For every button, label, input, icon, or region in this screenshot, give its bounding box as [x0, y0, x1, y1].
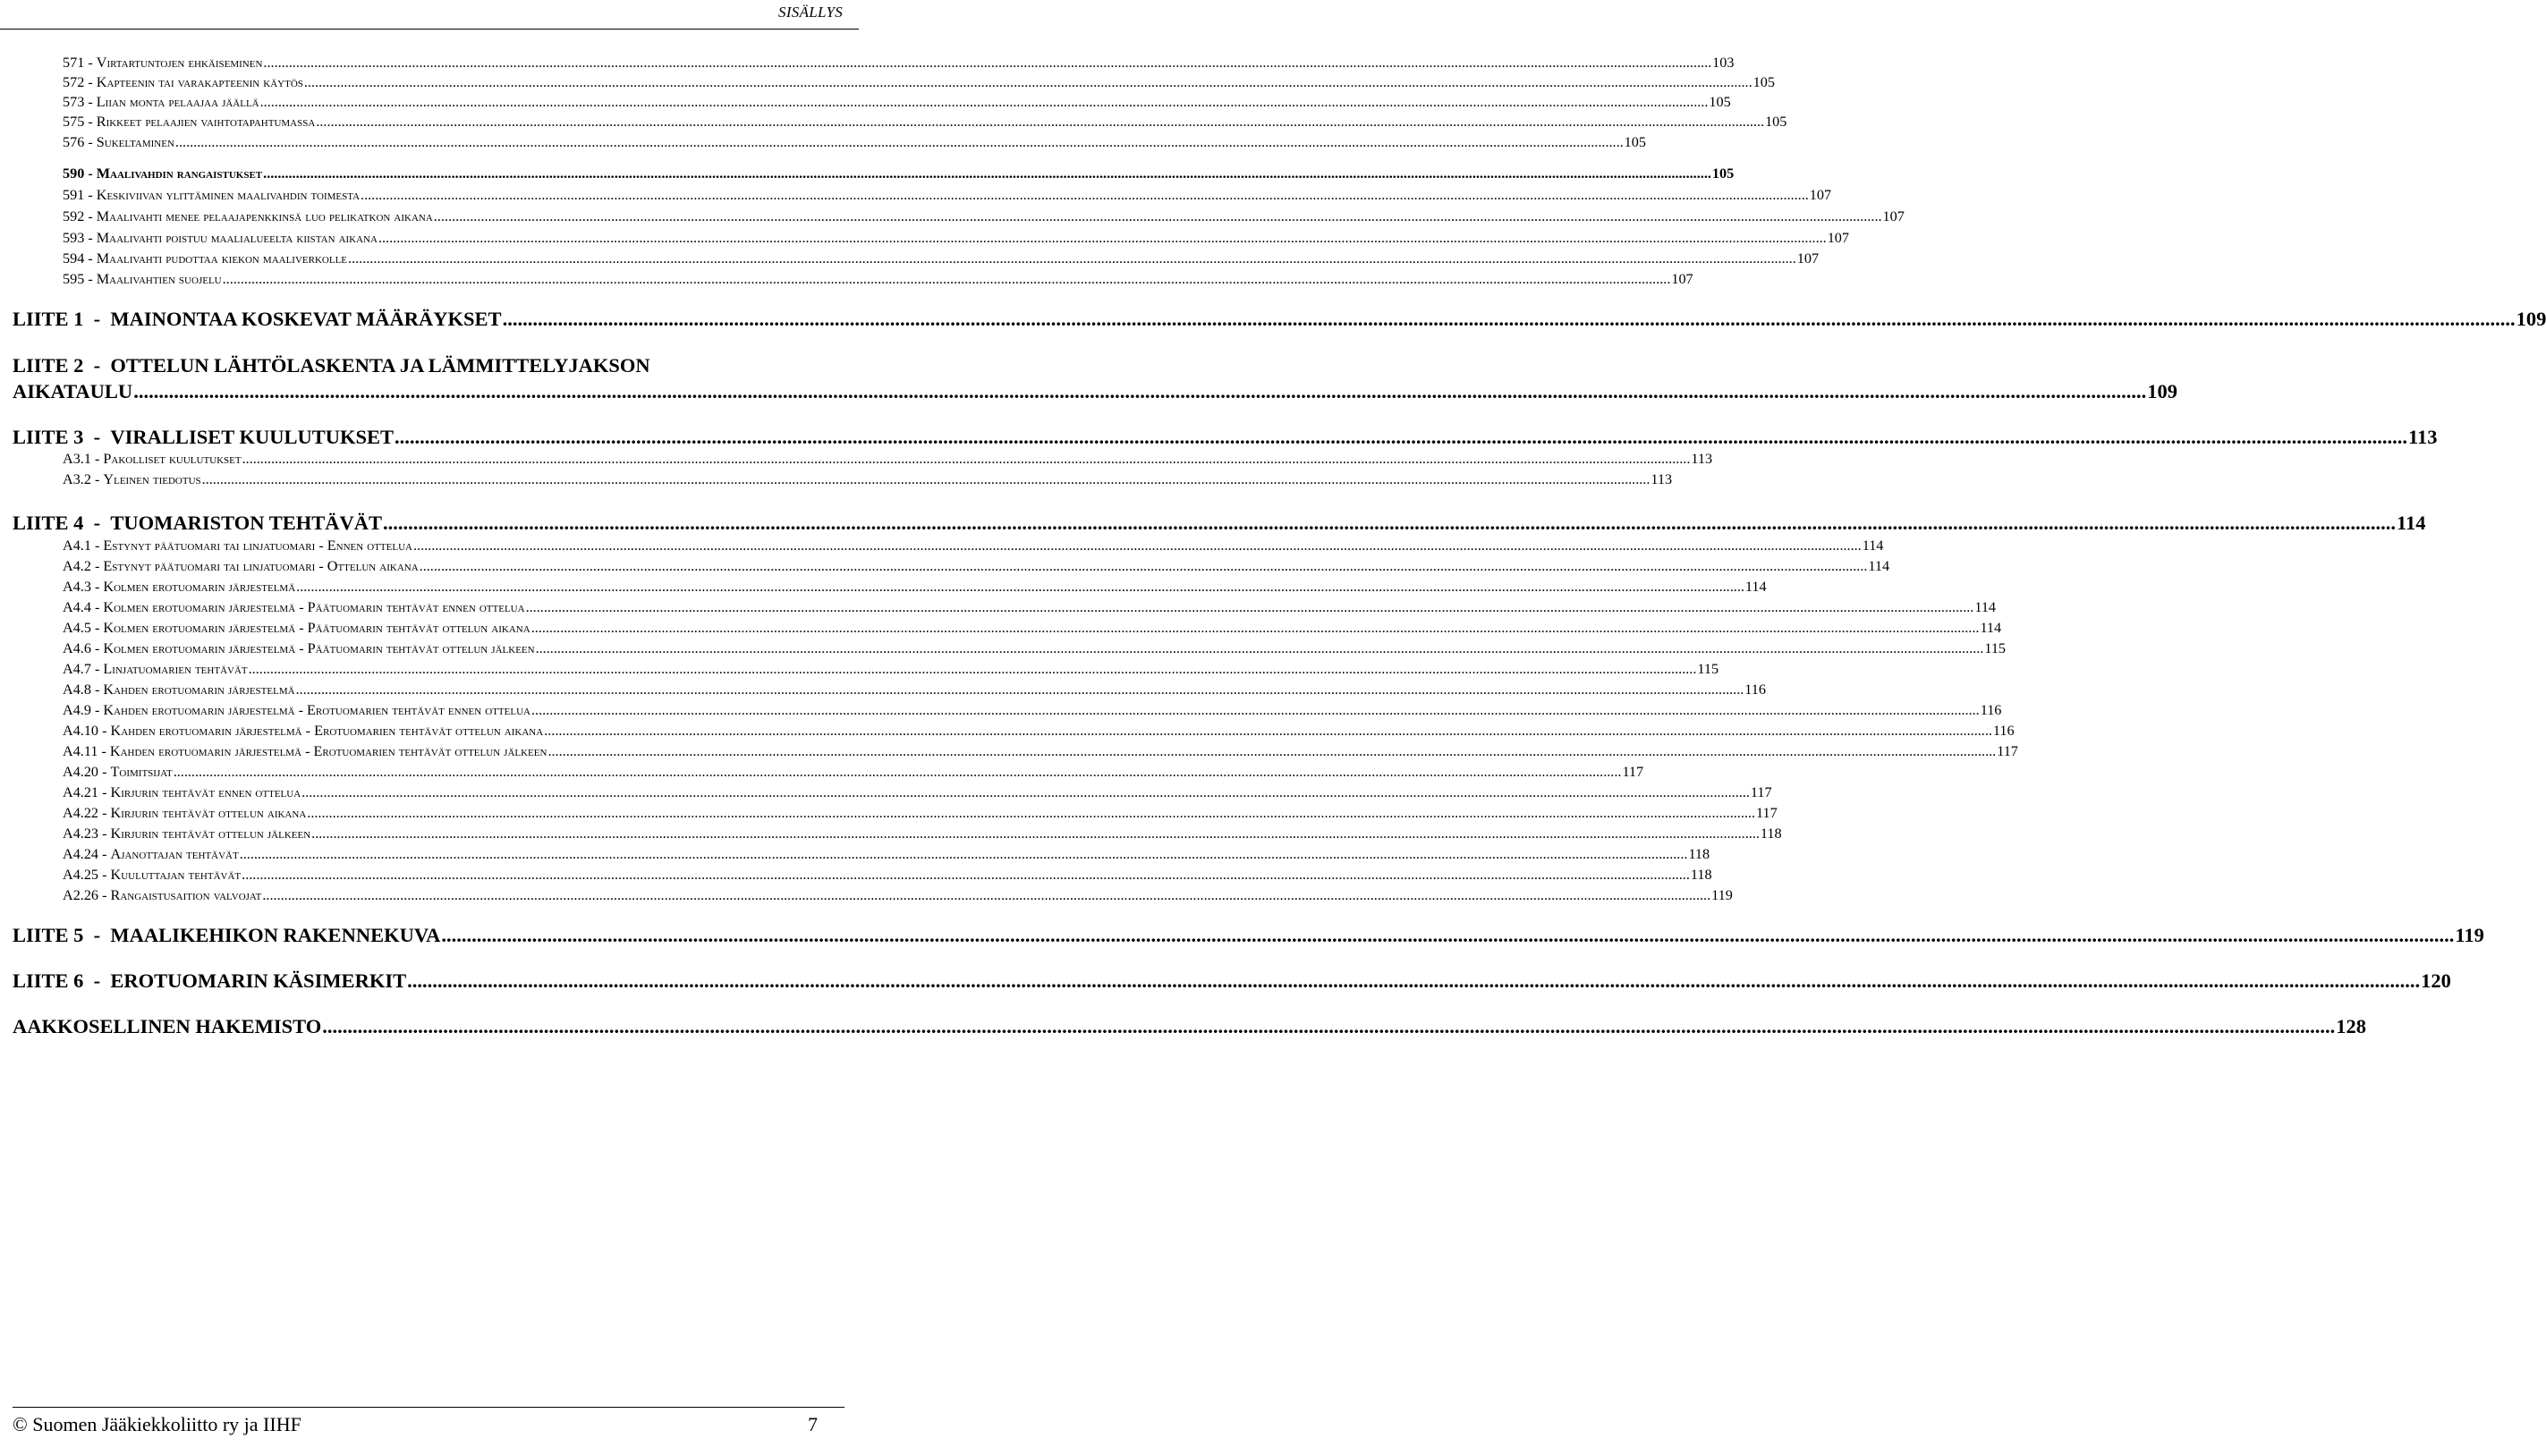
toc-entry-number: A3.2	[63, 471, 91, 487]
dot-leader: ................................................................................................................................................................................................................................................................................................................................................................................................................	[263, 165, 1711, 182]
toc-entry-number: LIITE 6	[13, 969, 84, 992]
toc-entry-page: 113	[1651, 471, 1673, 487]
dot-leader: ................................................................................................................................................................................................................................................................................................................................................................................................................	[296, 579, 1744, 595]
toc-entry-label	[63, 641, 535, 656]
toc-entry-title: Kirjurin tehtävät ennen ottelua	[110, 784, 301, 800]
toc-entry-title-continued: AIKATAULU	[13, 380, 133, 402]
toc-entry-title: Maalivahti pudottaa kiekon maaliverkolle	[96, 250, 348, 267]
toc-separator: -	[84, 187, 97, 203]
toc-entry[interactable]	[63, 743, 2018, 759]
toc-entry-page: 115	[1697, 661, 1719, 677]
toc-entry-label	[63, 251, 347, 266]
toc-entry[interactable]	[13, 512, 2426, 534]
toc-entry-page: 107	[1882, 208, 1905, 224]
toc-separator: -	[90, 681, 104, 698]
toc-entry-page: 115	[1984, 640, 2007, 656]
toc-entry-label	[63, 231, 378, 245]
toc-entry-page: 119	[1711, 887, 1733, 903]
toc-entry-number: 590	[63, 165, 85, 182]
dot-leader: ................................................................................................................................................................................................................................................................................................................................................................................................................	[173, 764, 1622, 780]
toc-entry-label	[63, 580, 295, 594]
toc-entry-page: 117	[1750, 784, 1772, 800]
toc-separator: -	[84, 208, 97, 224]
toc-separator: -	[83, 924, 111, 946]
toc-entry-number: LIITE 2	[13, 354, 84, 377]
toc-entry-label	[63, 472, 201, 487]
toc-entry-number: LIITE 3	[13, 426, 84, 448]
dot-leader: ................................................................................................................................................................................................................................................................................................................................................................................................................	[295, 681, 1744, 698]
toc-separator: -	[90, 620, 104, 636]
toc-entry[interactable]	[63, 55, 1735, 71]
dot-leader: ................................................................................................................................................................................................................................................................................................................................................................................................................	[348, 250, 1796, 267]
toc-entry-page: 128	[2336, 1015, 2367, 1037]
toc-entry-page: 105	[1752, 74, 1775, 90]
toc-entry-number: A2.26	[63, 887, 99, 903]
toc-entry[interactable]	[13, 308, 2546, 330]
toc-entry-label	[63, 785, 301, 800]
toc-entry-page: 107	[1796, 250, 1820, 267]
toc-entry-label	[63, 847, 239, 861]
toc-separator: -	[90, 538, 104, 554]
toc-separator: -	[90, 451, 104, 467]
toc-entry[interactable]	[63, 74, 1775, 90]
toc-entry[interactable]	[63, 94, 1731, 110]
toc-entry[interactable]	[63, 271, 1693, 287]
toc-entry-title: Kapteenin tai varakapteenin käytös	[96, 74, 303, 90]
toc-entry-number: A4.23	[63, 825, 99, 842]
toc-entry[interactable]	[63, 250, 1820, 267]
toc-entry-title: OTTELUN LÄHTÖLASKENTA JA LÄMMITTELYJAKSON	[110, 354, 650, 377]
dot-leader: ................................................................................................................................................................................................................................................................................................................................................................................................................	[378, 230, 1827, 246]
toc-entry[interactable]	[13, 969, 2451, 992]
toc-entry-line	[13, 356, 650, 377]
dot-leader: ................................................................................................................................................................................................................................................................................................................................................................................................................	[259, 94, 1709, 110]
dot-leader: ................................................................................................................................................................................................................................................................................................................................................................................................................	[133, 380, 2147, 402]
toc-separator: -	[90, 702, 104, 718]
toc-entry[interactable]	[63, 114, 1787, 130]
toc-entry-page: 117	[1756, 805, 1778, 821]
toc-entry-page: 105	[1711, 165, 1735, 182]
toc-entry-number: A4.10	[63, 723, 99, 739]
toc-entry-page: 107	[1809, 187, 1832, 203]
toc-entry-number: 592	[63, 208, 85, 224]
toc-entry-title: Kolmen erotuomarin järjestelmä	[103, 579, 296, 595]
dot-leader: ................................................................................................................................................................................................................................................................................................................................................................................................................	[307, 805, 1756, 821]
toc-entry-label	[63, 95, 259, 109]
toc-entry-title: Toimitsijat	[110, 764, 173, 780]
toc-entry[interactable]	[63, 134, 1646, 150]
toc-entry[interactable]	[63, 825, 1782, 842]
toc-entry-label	[63, 166, 262, 181]
toc-entry-page: 116	[1992, 723, 2015, 739]
toc-entry-title: Rangaistusaition valvojat	[110, 887, 262, 903]
toc-entry-title: Kolmen erotuomarin järjestelmä - Päätuomarin tehtävät ottelun jälkeen	[103, 640, 535, 656]
toc-entry-number: 591	[63, 187, 85, 203]
toc-entry-number: A4.21	[63, 784, 99, 800]
toc-entry-number: A4.8	[63, 681, 91, 698]
dot-leader: ................................................................................................................................................................................................................................................................................................................................................................................................................	[394, 426, 2407, 448]
dot-leader: ................................................................................................................................................................................................................................................................................................................................................................................................................	[201, 471, 1651, 487]
toc-entry[interactable]	[63, 661, 1719, 677]
toc-entry-page: 113	[2407, 426, 2438, 448]
dot-leader: ................................................................................................................................................................................................................................................................................................................................................................................................................	[248, 661, 1697, 677]
dot-leader: ................................................................................................................................................................................................................................................................................................................................................................................................................	[174, 134, 1624, 150]
toc-separator: -	[98, 805, 111, 821]
toc-separator: -	[84, 55, 97, 71]
toc-entry-label	[63, 600, 525, 614]
toc-entry[interactable]	[63, 805, 1778, 821]
toc-entry[interactable]	[63, 165, 1735, 182]
toc-entry-label	[63, 703, 530, 717]
toc-entry-page: 114	[1974, 599, 1997, 615]
toc-entry-page: 105	[1709, 94, 1731, 110]
toc-entry-title: MAINONTAA KOSKEVAT MÄÄRÄYKSET	[110, 308, 502, 330]
toc-entry-page: 118	[1690, 867, 1712, 883]
toc-entry[interactable]	[63, 471, 1673, 487]
toc-entry-number: A4.11	[63, 743, 98, 759]
toc-entry-title: MAALIKEHIKON RAKENNEKUVA	[110, 924, 441, 946]
toc-entry-title: VIRALLISET KUULUTUKSET	[110, 426, 394, 448]
toc-separator: -	[83, 426, 111, 448]
toc-entry-label	[63, 55, 262, 70]
toc-separator: -	[84, 165, 97, 182]
toc-entry-title: Kahden erotuomarin järjestelmä - Erotuomarien tehtävät ottelun jälkeen	[109, 743, 547, 759]
dot-leader: ................................................................................................................................................................................................................................................................................................................................................................................................................	[322, 1015, 2336, 1037]
toc-entry-label	[63, 868, 241, 882]
toc-entry-number: A4.5	[63, 620, 91, 636]
footer-page-number: 7	[808, 1413, 818, 1435]
toc-entry-number: LIITE 1	[13, 308, 84, 330]
dot-leader: ................................................................................................................................................................................................................................................................................................................................................................................................................	[242, 867, 1690, 883]
dot-leader: ................................................................................................................................................................................................................................................................................................................................................................................................................	[525, 599, 1974, 615]
toc-entry-page: 113	[1691, 451, 1713, 467]
toc-entry-number: 595	[63, 271, 85, 287]
toc-entry-title: TUOMARISTON TEHTÄVÄT	[110, 512, 383, 534]
toc-entry-label	[63, 888, 261, 902]
toc-entry-title: Pakolliset kuulutukset	[103, 451, 242, 467]
toc-entry-title: AAKKOSELLINEN HAKEMISTO	[13, 1015, 322, 1037]
toc-entry[interactable]	[63, 579, 1767, 595]
toc-entry-number: 594	[63, 250, 85, 267]
toc-entry-label	[13, 971, 406, 992]
toc-entry-label	[63, 188, 360, 202]
toc-entry[interactable]	[63, 723, 2015, 739]
dot-leader: ................................................................................................................................................................................................................................................................................................................................................................................................................	[530, 702, 1980, 718]
toc-separator: -	[90, 558, 104, 574]
toc-entry-number: A4.7	[63, 661, 91, 677]
dot-leader: ................................................................................................................................................................................................................................................................................................................................................................................................................	[530, 620, 1980, 636]
toc-entry-title: Kuuluttajan tehtävät	[110, 867, 242, 883]
toc-entry-number: A3.1	[63, 451, 91, 467]
toc-separator: -	[83, 969, 111, 992]
toc-entry-number: A4.1	[63, 538, 91, 554]
toc-entry-title: Keskiviivan ylittäminen maalivahdin toimesta	[96, 187, 361, 203]
toc-entry-title: Liian monta pelaajaa jäällä	[96, 94, 259, 110]
toc-entry-title: Kirjurin tehtävät ottelun jälkeen	[110, 825, 311, 842]
toc-separator: -	[83, 308, 111, 330]
toc-separator: -	[98, 764, 111, 780]
toc-separator: -	[98, 743, 110, 759]
toc-entry-number: A4.6	[63, 640, 91, 656]
dot-leader: ................................................................................................................................................................................................................................................................................................................................................................................................................	[239, 846, 1688, 862]
toc-separator: -	[98, 867, 111, 883]
toc-entry-title: EROTUOMARIN KÄSIMERKIT	[110, 969, 407, 992]
toc-entry-title: Kahden erotuomarin järjestelmä	[103, 681, 295, 698]
toc-entry-label	[63, 826, 310, 841]
toc-entry-page: 107	[1671, 271, 1693, 287]
toc-entry-page: 117	[1622, 764, 1644, 780]
toc-entry-title: Kirjurin tehtävät ottelun aikana	[110, 805, 307, 821]
toc-entry-title: Estynyt päätuomari tai linjatuomari - Ottelun aikana	[103, 558, 419, 574]
toc-separator: -	[84, 94, 97, 110]
toc-entry-page: 114	[1980, 620, 2002, 636]
toc-entry-label	[63, 724, 543, 738]
toc-entry-label	[63, 559, 419, 573]
toc-entry-page: 107	[1827, 230, 1849, 246]
toc-separator: -	[98, 825, 111, 842]
toc-entry-label	[63, 272, 222, 286]
toc-entry-title: Maalivahti poistuu maalialueelta kiistan aikana	[96, 230, 378, 246]
toc-entry-label	[13, 513, 382, 534]
toc-entry-label	[63, 114, 315, 129]
toc-entry[interactable]	[63, 208, 1905, 224]
toc-entry[interactable]	[13, 380, 2177, 402]
toc-separator: -	[90, 471, 104, 487]
toc-entry[interactable]	[63, 702, 2002, 718]
toc-entry[interactable]	[63, 681, 1766, 698]
toc-entry-title: Kahden erotuomarin järjestelmä - Erotuomarien tehtävät ennen ottelua	[103, 702, 530, 718]
toc-separator: -	[84, 134, 97, 150]
toc-entry[interactable]	[63, 867, 1712, 883]
toc-separator: -	[98, 887, 111, 903]
dot-leader: ................................................................................................................................................................................................................................................................................................................................................................................................................	[303, 74, 1752, 90]
toc-entry-title: Linjatuomarien tehtävät	[103, 661, 248, 677]
toc-entry-page: 114	[1862, 538, 1884, 554]
toc-entry-label	[63, 744, 547, 758]
toc-entry[interactable]	[63, 599, 1997, 615]
toc-entry-page: 119	[2455, 924, 2484, 946]
toc-entry-label	[63, 538, 412, 553]
dot-leader: ................................................................................................................................................................................................................................................................................................................................................................................................................	[383, 512, 2397, 534]
dot-leader: ................................................................................................................................................................................................................................................................................................................................................................................................................	[301, 784, 1750, 800]
toc-separator: -	[90, 640, 104, 656]
dot-leader: ................................................................................................................................................................................................................................................................................................................................................................................................................	[412, 538, 1862, 554]
toc-separator: -	[84, 250, 97, 267]
toc-entry-title: Kahden erotuomarin järjestelmä - Erotuomarien tehtävät ottelun aikana	[110, 723, 544, 739]
toc-entry-label	[63, 209, 433, 224]
toc-separator: -	[84, 74, 97, 90]
toc-separator: -	[90, 599, 104, 615]
dot-leader: ................................................................................................................................................................................................................................................................................................................................................................................................................	[222, 271, 1671, 287]
toc-entry-page: 120	[2421, 969, 2451, 992]
toc-entry-title: Maalivahtien suojelu	[96, 271, 222, 287]
toc-entry[interactable]	[63, 764, 1644, 780]
toc-entry[interactable]	[63, 451, 1713, 467]
toc-entry[interactable]	[63, 620, 2002, 636]
dot-leader: ................................................................................................................................................................................................................................................................................................................................................................................................................	[262, 887, 1711, 903]
toc-entry[interactable]	[63, 230, 1849, 246]
toc-entry-title: Kolmen erotuomarin järjestelmä - Päätuomarin tehtävät ennen ottelua	[103, 599, 525, 615]
toc-entry-title: Virtartuntojen ehkäiseminen	[96, 55, 263, 71]
toc-entry-label	[13, 926, 440, 946]
toc-entry-title: Ajanottajan tehtävät	[110, 846, 239, 862]
toc-entry-page: 114	[1744, 579, 1767, 595]
toc-entry-number: A4.22	[63, 805, 99, 821]
toc-separator: -	[90, 661, 104, 677]
dot-leader: ................................................................................................................................................................................................................................................................................................................................................................................................................	[535, 640, 1984, 656]
toc-separator: -	[90, 579, 104, 595]
toc-entry-number: LIITE 5	[13, 924, 84, 946]
dot-leader: ................................................................................................................................................................................................................................................................................................................................................................................................................	[316, 114, 1765, 130]
toc-separator: -	[84, 114, 97, 130]
toc-entry-page: 116	[1980, 702, 2002, 718]
toc-entry-number: 573	[63, 94, 85, 110]
toc-separator: -	[84, 230, 97, 246]
toc-entry-label	[63, 75, 303, 89]
toc-entry-title: Yleinen tiedotus	[103, 471, 201, 487]
dot-leader: ................................................................................................................................................................................................................................................................................................................................................................................................................	[419, 558, 1868, 574]
toc-entry-page: 116	[1744, 681, 1766, 698]
toc-entry-label	[63, 135, 174, 149]
toc-entry-number: 571	[63, 55, 85, 71]
toc-entry[interactable]	[63, 187, 1832, 203]
toc-entry[interactable]	[63, 538, 1884, 554]
toc-entry-number: LIITE 4	[13, 512, 84, 534]
dot-leader: ................................................................................................................................................................................................................................................................................................................................................................................................................	[311, 825, 1760, 842]
dot-leader: ................................................................................................................................................................................................................................................................................................................................................................................................................	[263, 55, 1712, 71]
toc-separator: -	[98, 784, 111, 800]
toc-entry-page: 103	[1712, 55, 1735, 71]
toc-entry-number: A4.24	[63, 846, 99, 862]
toc-entry-number: A4.9	[63, 702, 91, 718]
toc-entry-page: 118	[1688, 846, 1710, 862]
toc-entry-number: A4.2	[63, 558, 91, 574]
toc-entry-label	[13, 1017, 321, 1037]
dot-leader: ................................................................................................................................................................................................................................................................................................................................................................................................................	[361, 187, 1809, 203]
toc-entry-page: 117	[1997, 743, 2018, 759]
dot-leader: ................................................................................................................................................................................................................................................................................................................................................................................................................	[407, 969, 2421, 992]
toc-entry-number: A4.25	[63, 867, 99, 883]
toc-entry[interactable]	[63, 558, 1890, 574]
toc-entry[interactable]	[63, 640, 2007, 656]
toc-entry-page: 114	[2397, 512, 2426, 534]
toc-separator: -	[83, 354, 111, 377]
toc-entry-number: 593	[63, 230, 85, 246]
dot-leader: ................................................................................................................................................................................................................................................................................................................................................................................................................	[433, 208, 1882, 224]
toc-entry-label	[63, 452, 242, 466]
toc-entry-number: 572	[63, 74, 85, 90]
toc-entry-label	[63, 765, 173, 779]
toc-separator: -	[84, 271, 97, 287]
toc-entry-title: Rikkeet pelaajien vaihtotapahtumassa	[96, 114, 316, 130]
toc-entry[interactable]	[63, 784, 1772, 800]
dot-leader: ................................................................................................................................................................................................................................................................................................................................................................................................................	[502, 308, 2516, 330]
toc-entry[interactable]	[63, 887, 1733, 903]
toc-entry-page: 114	[1868, 558, 1890, 574]
running-header: SISÄLLYS	[778, 4, 843, 21]
toc-entry-number: 576	[63, 134, 85, 150]
toc-entry-page: 109	[2516, 308, 2546, 330]
toc-entry[interactable]	[13, 1015, 2367, 1037]
toc-separator: -	[83, 512, 111, 534]
dot-leader: ................................................................................................................................................................................................................................................................................................................................................................................................................	[441, 924, 2455, 946]
toc-entry-label	[63, 806, 306, 820]
toc-entry-label	[63, 662, 248, 676]
dot-leader: ................................................................................................................................................................................................................................................................................................................................................................................................................	[242, 451, 1691, 467]
toc-entry[interactable]	[63, 846, 1710, 862]
toc-entry-title: Sukeltaminen	[96, 134, 174, 150]
toc-entry-title: Maalivahti menee pelaajapenkkinsä luo pelikatkon aikana	[96, 208, 433, 224]
toc-entry-label	[13, 309, 502, 330]
footer-divider	[13, 1407, 844, 1408]
toc-entry-page: 118	[1760, 825, 1782, 842]
toc-entry[interactable]	[13, 426, 2438, 448]
toc-entry-title: Kolmen erotuomarin järjestelmä - Päätuomarin tehtävät ottelun aikana	[103, 620, 530, 636]
dot-leader: ................................................................................................................................................................................................................................................................................................................................................................................................................	[547, 743, 1997, 759]
toc-separator: -	[98, 723, 111, 739]
dot-leader: ................................................................................................................................................................................................................................................................................................................................................................................................................	[544, 723, 1992, 739]
toc-entry-number: 575	[63, 114, 85, 130]
toc-entry-label	[63, 621, 530, 635]
toc-entry-page: 105	[1765, 114, 1787, 130]
toc-entry-title: Estynyt päätuomari tai linjatuomari - Ennen ottelua	[103, 538, 412, 554]
toc-entry-page: 105	[1624, 134, 1646, 150]
toc-entry-page: 109	[2147, 380, 2177, 402]
toc-separator: -	[98, 846, 111, 862]
toc-entry-label	[63, 682, 295, 697]
toc-entry-number: A4.20	[63, 764, 99, 780]
toc-entry-number: A4.4	[63, 599, 91, 615]
toc-entry[interactable]	[13, 924, 2484, 946]
toc-entry-label	[13, 427, 394, 448]
toc-entry-title: Maalivahdin rangaistukset	[96, 165, 263, 182]
toc-entry-number: A4.3	[63, 579, 91, 595]
footer-copyright: © Suomen Jääkiekkoliitto ry ja IIHF	[13, 1413, 301, 1435]
